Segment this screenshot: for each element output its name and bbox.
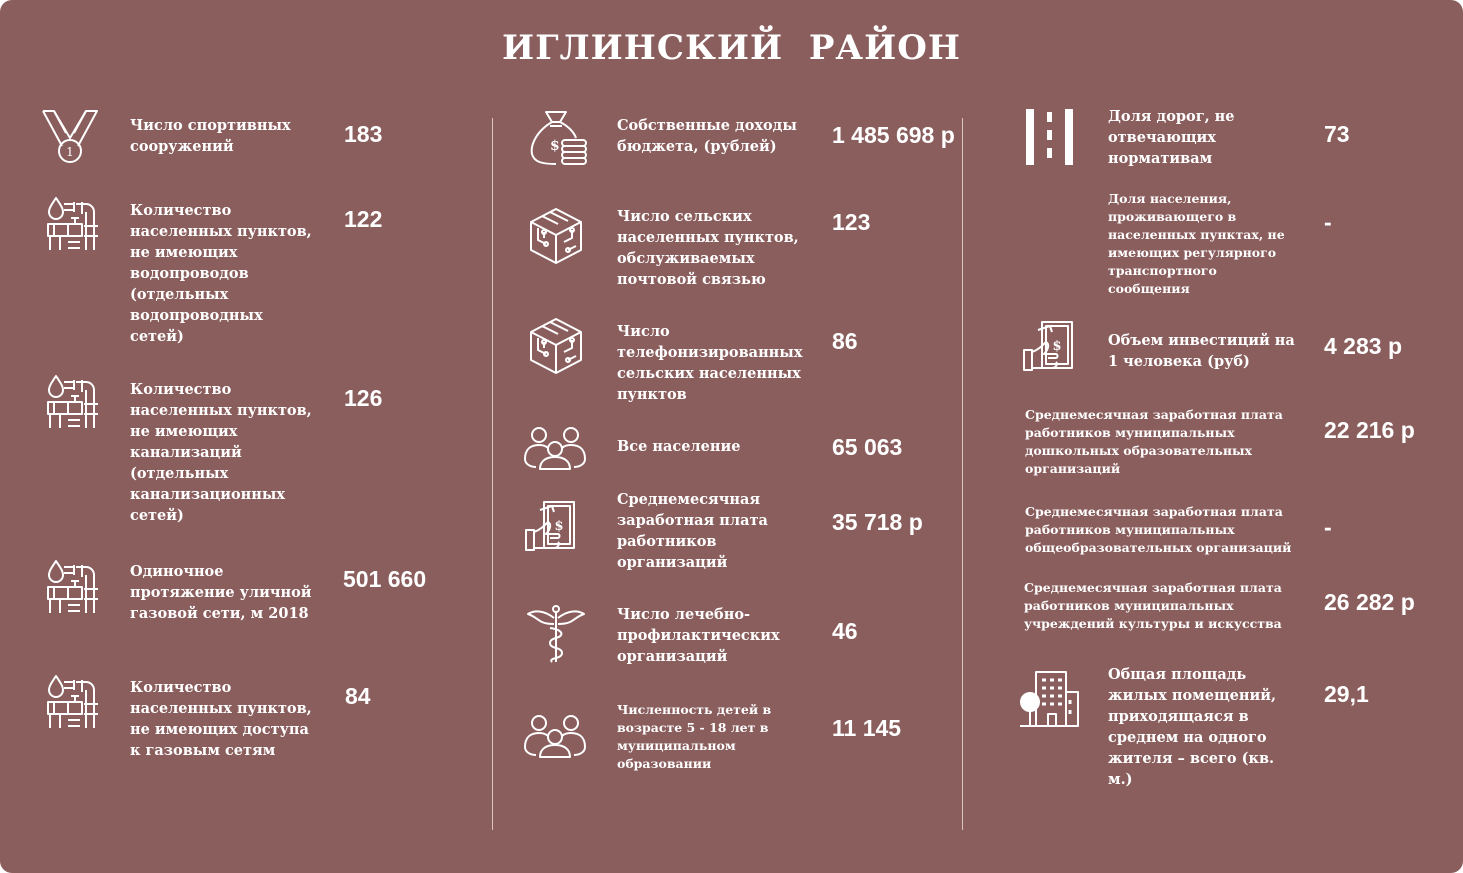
pipes-icon (44, 196, 100, 252)
stat-value: 22 216 р (1324, 417, 1415, 443)
stat-label: Собственные доходы бюджета, (рублей) (617, 117, 797, 155)
stat-value: 11 145 (832, 715, 902, 741)
svg-text:1: 1 (66, 145, 74, 159)
stat-value: 183 (344, 121, 383, 147)
stat-value: - (1324, 514, 1332, 540)
stat-label: Все население (617, 438, 741, 455)
stat-label: Количество населенных пунктов, не имеющих водопроводов (отдельных водопроводных сетей) (130, 202, 312, 345)
stat-label: Среднемесячная заработная плата работников муниципальных дошкольных образовательных организаций (1025, 407, 1283, 476)
money-bag-icon (528, 108, 590, 168)
stat-value: 86 (832, 328, 858, 354)
stat-value: 73 (1324, 121, 1350, 147)
road-icon (1024, 108, 1076, 166)
column-divider (492, 118, 493, 830)
stat-label: Доля дорог, не отвечающих нормативам (1108, 108, 1235, 167)
circuit-cube-icon (528, 316, 584, 376)
stat-label: Число лечебно-профилактических организаций (617, 606, 780, 665)
stat-value: 84 (345, 683, 371, 709)
stat-value: 26 282 р (1324, 589, 1415, 615)
stat-label: Среднемесячная заработная плата работников организаций (617, 491, 768, 571)
page-title: ИГЛИНСКИЙ РАЙОН (502, 28, 961, 68)
stat-value: 65 063 (832, 434, 903, 460)
stat-label: Общая площадь жилых помещений, приходящаяся в среднем на одного жителя – всего (кв. м.) (1108, 666, 1277, 788)
caduceus-icon (526, 604, 586, 666)
svg-text:$: $ (1052, 339, 1062, 354)
people-group-icon (522, 425, 588, 471)
people-group-icon (522, 713, 588, 759)
svg-text:$: $ (554, 519, 564, 534)
pipes-icon (44, 374, 100, 430)
stat-label: Одиночное протяжение уличной газовой сети, м 2018 (130, 563, 312, 622)
stat-value: 29,1 (1324, 681, 1369, 707)
stat-value: 1 485 698 р (832, 122, 955, 148)
stat-label: Численность детей в возрасте 5 - 18 лет в муниципальном образовании (617, 702, 772, 771)
stat-value: 4 283 р (1324, 333, 1402, 359)
stat-label: Количество населенных пунктов, не имеющих доступа к газовым сетям (130, 679, 312, 759)
stat-value: 122 (344, 206, 383, 232)
stat-value: 126 (344, 385, 383, 411)
column-divider (962, 118, 963, 830)
stat-label: Число телефонизированных сельских населенных пунктов (617, 323, 803, 403)
circuit-cube-icon (528, 206, 584, 266)
stat-label: Среднемесячная заработная плата работников муниципальных учреждений культуры и искусства (1024, 580, 1282, 631)
stat-label: Количество населенных пунктов, не имеющих канализаций (отдельных канализационных сетей) (130, 381, 312, 524)
pipes-icon (44, 559, 100, 615)
pipes-icon (44, 674, 100, 730)
stat-label: Среднемесячная заработная плата работников муниципальных общеобразовательных организаций (1025, 504, 1292, 555)
stat-value: 35 718 р (832, 509, 923, 535)
stat-value: 123 (832, 209, 871, 235)
salary-hand-icon (1022, 320, 1076, 374)
stat-value: 501 660 (343, 566, 427, 592)
medal-icon (40, 108, 100, 166)
apartment-building-icon (1018, 668, 1080, 728)
stat-label: Доля населения, проживающего в населенных пунктах, не имеющих регулярного транспортного сообщения (1108, 191, 1285, 296)
salary-hand-icon (524, 500, 578, 554)
stat-label: Число спортивных сооружений (130, 117, 291, 155)
stat-label: Объем инвестиций на 1 человека (руб) (1108, 332, 1295, 370)
stat-value: - (1324, 209, 1332, 235)
stat-value: 46 (832, 618, 858, 644)
stat-label: Число сельских населенных пунктов, обслуживаемых почтовой связью (617, 208, 799, 288)
svg-text:$: $ (550, 138, 560, 154)
